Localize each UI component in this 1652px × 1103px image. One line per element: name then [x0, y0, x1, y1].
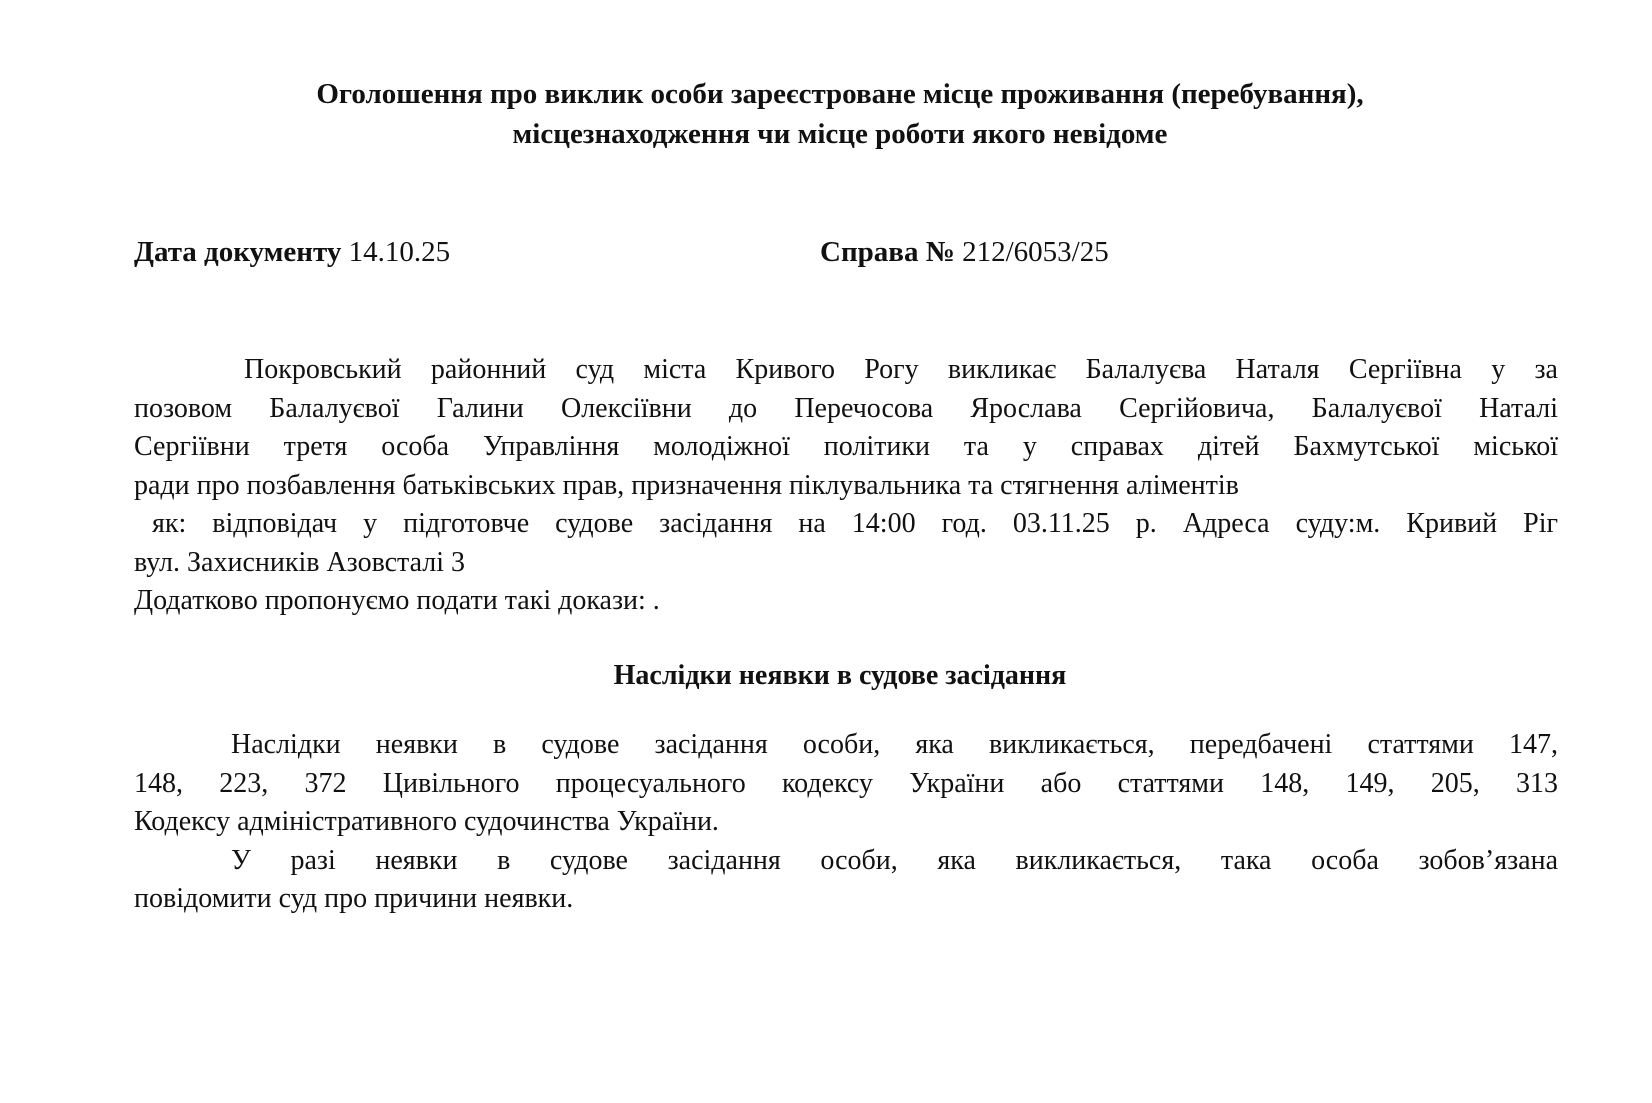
document-title — [140, 74, 1540, 154]
summons-line: вул. Захисників Азовсталі 3 — [134, 546, 466, 578]
consequences-heading: Наслідки неявки в судове засідання — [613, 660, 1067, 691]
title-line-1: Оголошення про виклик особи зареєстроване місце проживання (перебування), — [316, 78, 1364, 110]
summons-paragraph — [134, 351, 1558, 621]
consequences-line: повідомити суд про причини неявки. — [134, 883, 574, 914]
consequences-paragraph — [134, 726, 1558, 919]
summons-line: як: відповідач у підготовче судове засідання на 14:00 год. 03.11.25 р. Адреса суду:м. Кривий Ріг — [152, 508, 1558, 539]
summons-line: Покровський районний суд міста Кривого Рогу викликає Балалуєва Наталя Сергіївна у за — [244, 354, 1558, 385]
consequences-line: 148, 223, 372 Цивільного процесуального кодексу України або статтями 148, 149, 205, 313 — [134, 767, 1558, 799]
consequences-line: У разі неявки в судове засідання особи, яка викликається, така особа зобов’язана — [231, 844, 1558, 876]
summons-line: ради про позбавлення батьківських прав, призначення піклувальника та стягнення аліментів — [134, 469, 1239, 501]
summons-line: позовом Балалуєвої Галини Олексіївни до Перечосова Ярослава Сергійовича, Балалуєвої Наталі — [134, 392, 1558, 424]
consequences-line: Наслідки неявки в судове засідання особи, яка викликається, передбачені статтями 147, — [231, 729, 1558, 760]
summons-line: Додатково пропонуємо подати такі докази: . — [134, 585, 660, 616]
title-line-2: місцезнаходження чи місце роботи якого невідоме — [512, 118, 1168, 150]
date-value: 14.10.25 — [348, 236, 451, 268]
case-label: Справа № — [820, 236, 955, 268]
case-number — [820, 232, 1109, 272]
case-value: 212/6053/25 — [962, 236, 1109, 268]
date-label: Дата документу — [134, 236, 342, 268]
summons-line: Сергіївни третя особа Управління молодіжної політики та у справах дітей Бахмутської міської — [134, 431, 1558, 462]
document-date — [134, 232, 450, 272]
consequences-line: Кодексу адміністративного судочинства України. — [134, 806, 719, 837]
